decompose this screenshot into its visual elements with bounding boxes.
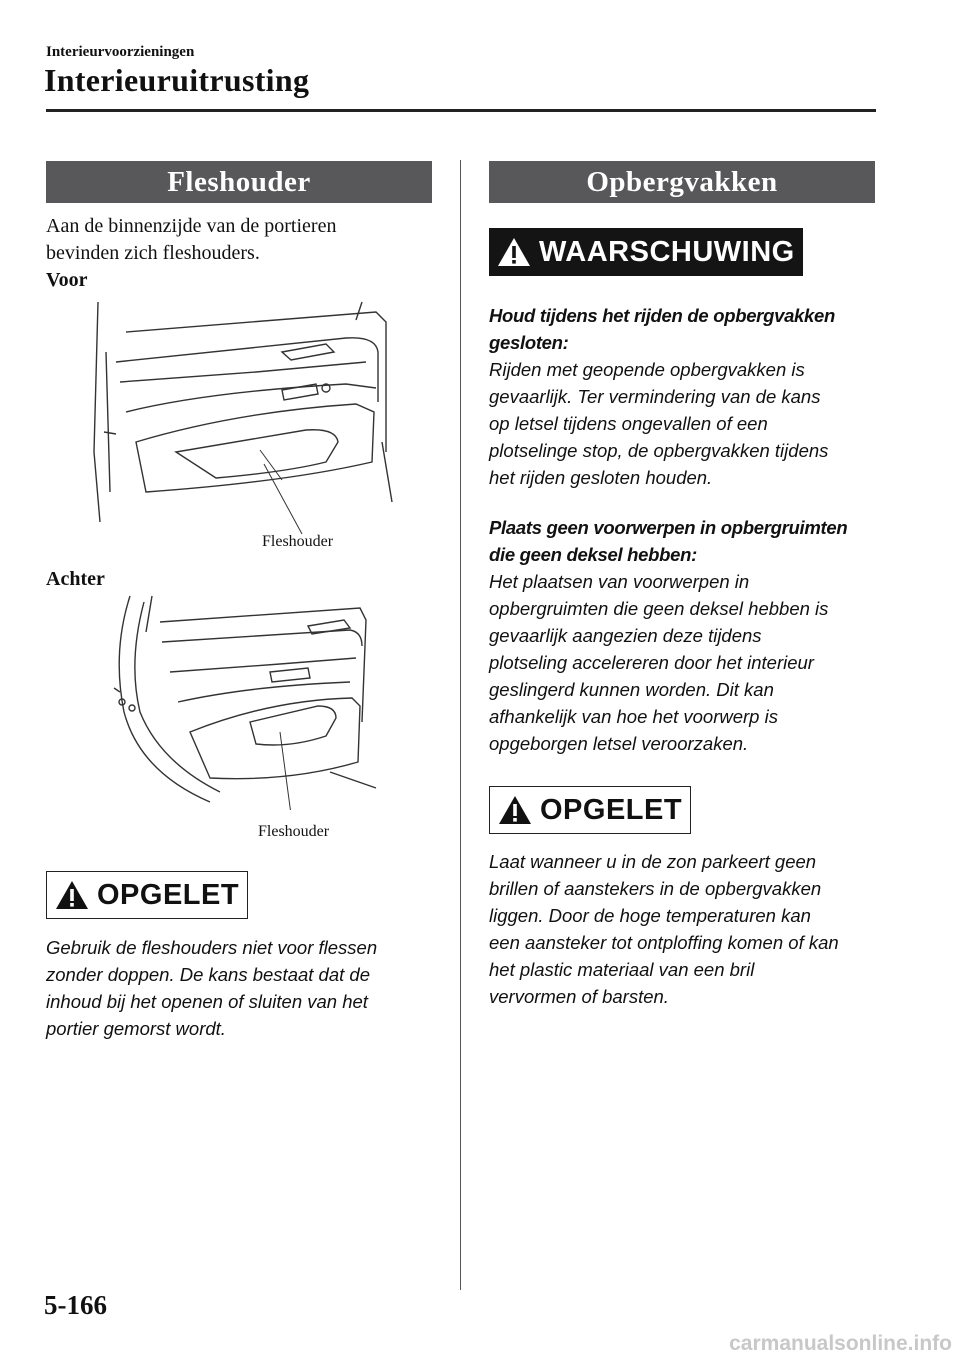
caution-text-left xyxy=(46,934,456,1042)
warning-heading-line: die geen deksel hebben: xyxy=(489,544,697,565)
caution-line: portier gemorst wordt. xyxy=(46,1018,226,1039)
caution-line: Laat wanneer u in de zon parkeert geen xyxy=(489,851,817,872)
intro-text xyxy=(46,213,446,267)
caution-line: Gebruik de fleshouders niet voor flessen xyxy=(46,937,378,958)
warning-body-line: gevaarlijk. Ter vermindering van de kans xyxy=(489,386,821,407)
caution-text-right xyxy=(489,848,909,1010)
warning-triangle-icon xyxy=(55,880,89,910)
warning-badge xyxy=(489,228,803,276)
caution-line: inhoud bij het openen of sluiten van het xyxy=(46,991,368,1012)
rear-caption: Fleshouder xyxy=(258,823,330,840)
warning-body-line: plotseling accelereren door het interieur xyxy=(489,652,814,673)
column-divider xyxy=(460,160,461,1290)
warning-body-line: opgeborgen letsel veroorzaken. xyxy=(489,733,749,754)
section-heading-fleshouder: Fleshouder xyxy=(46,161,432,203)
warning-item-1 xyxy=(489,302,889,491)
watermark: carmanualsonline.info xyxy=(729,1332,952,1355)
caution-line: vervormen of barsten. xyxy=(489,986,669,1007)
intro-line: Aan de binnenzijde van de portieren xyxy=(46,215,337,237)
caution-badge-right xyxy=(489,786,691,834)
caution-badge-left xyxy=(46,871,248,919)
warning-body-line: plotselinge stop, de opbergvakken tijdens xyxy=(489,440,829,461)
warning-triangle-icon xyxy=(497,237,531,267)
rear-door-illustration xyxy=(100,592,390,810)
front-door-illustration xyxy=(86,292,396,528)
caution-line: zonder doppen. De kans bestaat dat de xyxy=(46,964,370,985)
warning-body-line: geslingerd kunnen worden. Dit kan xyxy=(489,679,774,700)
caution-label: OPGELET xyxy=(97,878,240,911)
warning-body-line: opbergruimten die geen deksel hebben is xyxy=(489,598,829,619)
section-heading-opbergvakken: Opbergvakken xyxy=(489,161,875,203)
page-title: Interieuruitrusting xyxy=(44,62,310,98)
breadcrumb: Interieurvoorzieningen xyxy=(46,44,195,60)
page-number: 5-166 xyxy=(44,1290,107,1320)
warning-body-line: op letsel tijdens ongevallen of een xyxy=(489,413,768,434)
warning-body-line: afhankelijk van hoe het voorwerp is xyxy=(489,706,778,727)
warning-body-line: het rijden gesloten houden. xyxy=(489,467,713,488)
caution-line: het plastic materiaal van een bril xyxy=(489,959,755,980)
warning-item-2 xyxy=(489,514,889,757)
header-rule xyxy=(46,109,876,112)
warning-heading-line: Houd tijdens het rijden de opbergvakken xyxy=(489,305,836,326)
warning-body-line: Rijden met geopende opbergvakken is xyxy=(489,359,805,380)
rear-label: Achter xyxy=(46,568,105,590)
warning-heading-line: Plaats geen voorwerpen in opbergruimten xyxy=(489,517,848,538)
intro-line: bevinden zich fleshouders. xyxy=(46,242,260,264)
warning-body-line: gevaarlijk aangezien deze tijdens xyxy=(489,625,762,646)
front-label: Voor xyxy=(46,269,88,291)
caution-line: liggen. Door de hoge temperaturen kan xyxy=(489,905,811,926)
caution-label: OPGELET xyxy=(540,793,683,826)
caution-line: een aansteker tot ontploffing komen of kan xyxy=(489,932,839,953)
warning-body-line: Het plaatsen van voorwerpen in xyxy=(489,571,750,592)
warning-heading-line: gesloten: xyxy=(489,332,569,353)
front-leader-line xyxy=(262,462,308,538)
warning-triangle-icon xyxy=(498,795,532,825)
warning-label: WAARSCHUWING xyxy=(539,235,795,268)
front-caption: Fleshouder xyxy=(262,533,334,550)
caution-line: brillen of aanstekers in de opbergvakken xyxy=(489,878,822,899)
